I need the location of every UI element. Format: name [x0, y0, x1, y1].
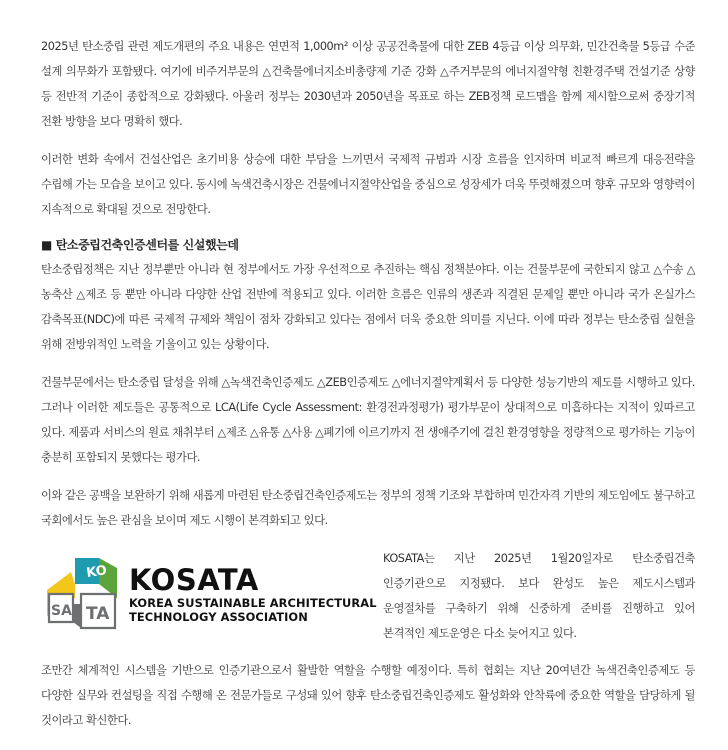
kosata-logo	[41, 546, 383, 634]
logo-mark-text-sa: SA	[51, 603, 72, 619]
kosata-logo-mark	[41, 554, 125, 634]
paragraph-future-role: 조만간 체계적인 시스템을 기반으로 인증기관으로서 활발한 역할을 수행할 예정이다. 특히 협회는 지난 20여년간 녹색건축인증제도 등 다양한 실무와 컨설팅을 직접 수행해 온 전문가들로 구성돼 있어 향후 탄소중립건축인증제도 활성화와 안착륙에 중요한 역할을 담당하게 될 것이라고 확신한다.	[41, 664, 695, 727]
paragraph-kosata-designation: KOSATA는 지난 2025년 1월20일자로 탄소중립건축 인증기관으로 지정됐다. 보다 완성도 높은 제도시스템과 운영절차를 구축하기 위해 신중하게 준비를 진행하고 있어 본격적인 제도운영은 다소 늦어지고 있다.	[383, 552, 695, 640]
article-body	[41, 34, 695, 746]
logo-mark-text-ko: KO	[85, 563, 108, 581]
logo-full-name-line1: KOREA SUSTAINABLE ARCHITECTURAL	[129, 596, 377, 610]
paragraph-new-certification: 이와 같은 공백을 보완하기 위해 새롭게 마련된 탄소중립건축인증제도는 정부의 정책 기조와 부합하며 민간자격 기반의 제도임에도 불구하고 국회에서도 높은 관심을 보이며 제도 시행이 본격화되고 있다.	[41, 489, 695, 527]
logo-name: KOSATA	[129, 563, 259, 597]
logo-wordmark	[129, 564, 377, 624]
paragraph-building-sector: 건물부문에서는 탄소중립 달성을 위해 △녹색건축인증제도 △ZEB인증제도 △에너지절약계획서 등 다양한 성능기반의 제도를 시행하고 있다. 그러나 이러한 제도들은 공통적으로 LCA(Life Cycle Assessment: 환경전과정평가) 평가부문이 상대적으로 미흡하다는 지적이 있따르고 있다. 제품과 서비스의 원료 채취부터 △제조 △유통 △사용 △폐기에 이르기까지 전 생애주기에 걸친 환경영향을 정량적으로 평가하는 기능이 충분히 포함되지 못했다는 평가다.	[41, 376, 695, 464]
section-heading: ■ 탄소중립건축인증센터를 신설했는데	[41, 238, 239, 252]
paragraph-policy-reform: 2025년 탄소중립 관련 제도개편의 주요 내용은 연면적 1,000m² 이상 공공건축물에 대한 ZEB 4등급 이상 의무화, 민간건축물 5등급 수준 설계 의무화가 포함됐다. 여기에 비주거부문의 △건축물에너지소비총량제 기준 강화 △주거부문의 에너지절약형 친환경주택 건설기준 상향 등 전반적 기준이 종합적으로 강화됐다. 아울러 정부는 2030년과 2050년을 목표로 하는 ZEB정책 로드맵을 함께 제시함으로써 중장기적 전환 방향을 보다 명확히 했다.	[41, 40, 695, 128]
logo-row	[41, 546, 695, 646]
paragraph-industry-response: 이러한 변화 속에서 건설산업은 초기비용 상승에 대한 부담을 느끼면서 국제적 규범과 시장 흐름을 인지하며 비교적 빠르게 대응전략을 수립해 가는 모습을 보이고 있다. 동시에 녹색건축시장은 건물에너지절약산업을 중심으로 성장세가 더욱 뚜렷해졌으며 향후 규모와 영향력이 지속적으로 확대될 것으로 전망한다.	[41, 153, 695, 216]
logo-tile-grey	[73, 604, 81, 628]
logo-full-name-line2: TECHNOLOGY ASSOCIATION	[129, 610, 308, 624]
logo-mark-text-ta: TA	[86, 604, 110, 624]
paragraph-carbon-neutral-policy: 탄소중립정책은 지난 정부뿐만 아니라 현 정부에서도 가장 우선적으로 추진하는 핵심 정책분야다. 이는 건물부문에 국한되지 않고 △수송 △농축산 △제조 등 뿐만 아니라 다양한 산업 전반에 적용되고 있다. 이러한 흐름은 인류의 생존과 직결된 문제일 뿐만 아니라 국가 온실가스 감축목표(NDC)에 따른 국제적 규제와 책임이 점차 강화되고 있다는 점에서 더욱 중요한 의미를 지닌다. 이에 따라 정부는 탄소중립 실현을 위해 전방위적인 노력을 기울이고 있는 상황이다.	[41, 263, 695, 351]
